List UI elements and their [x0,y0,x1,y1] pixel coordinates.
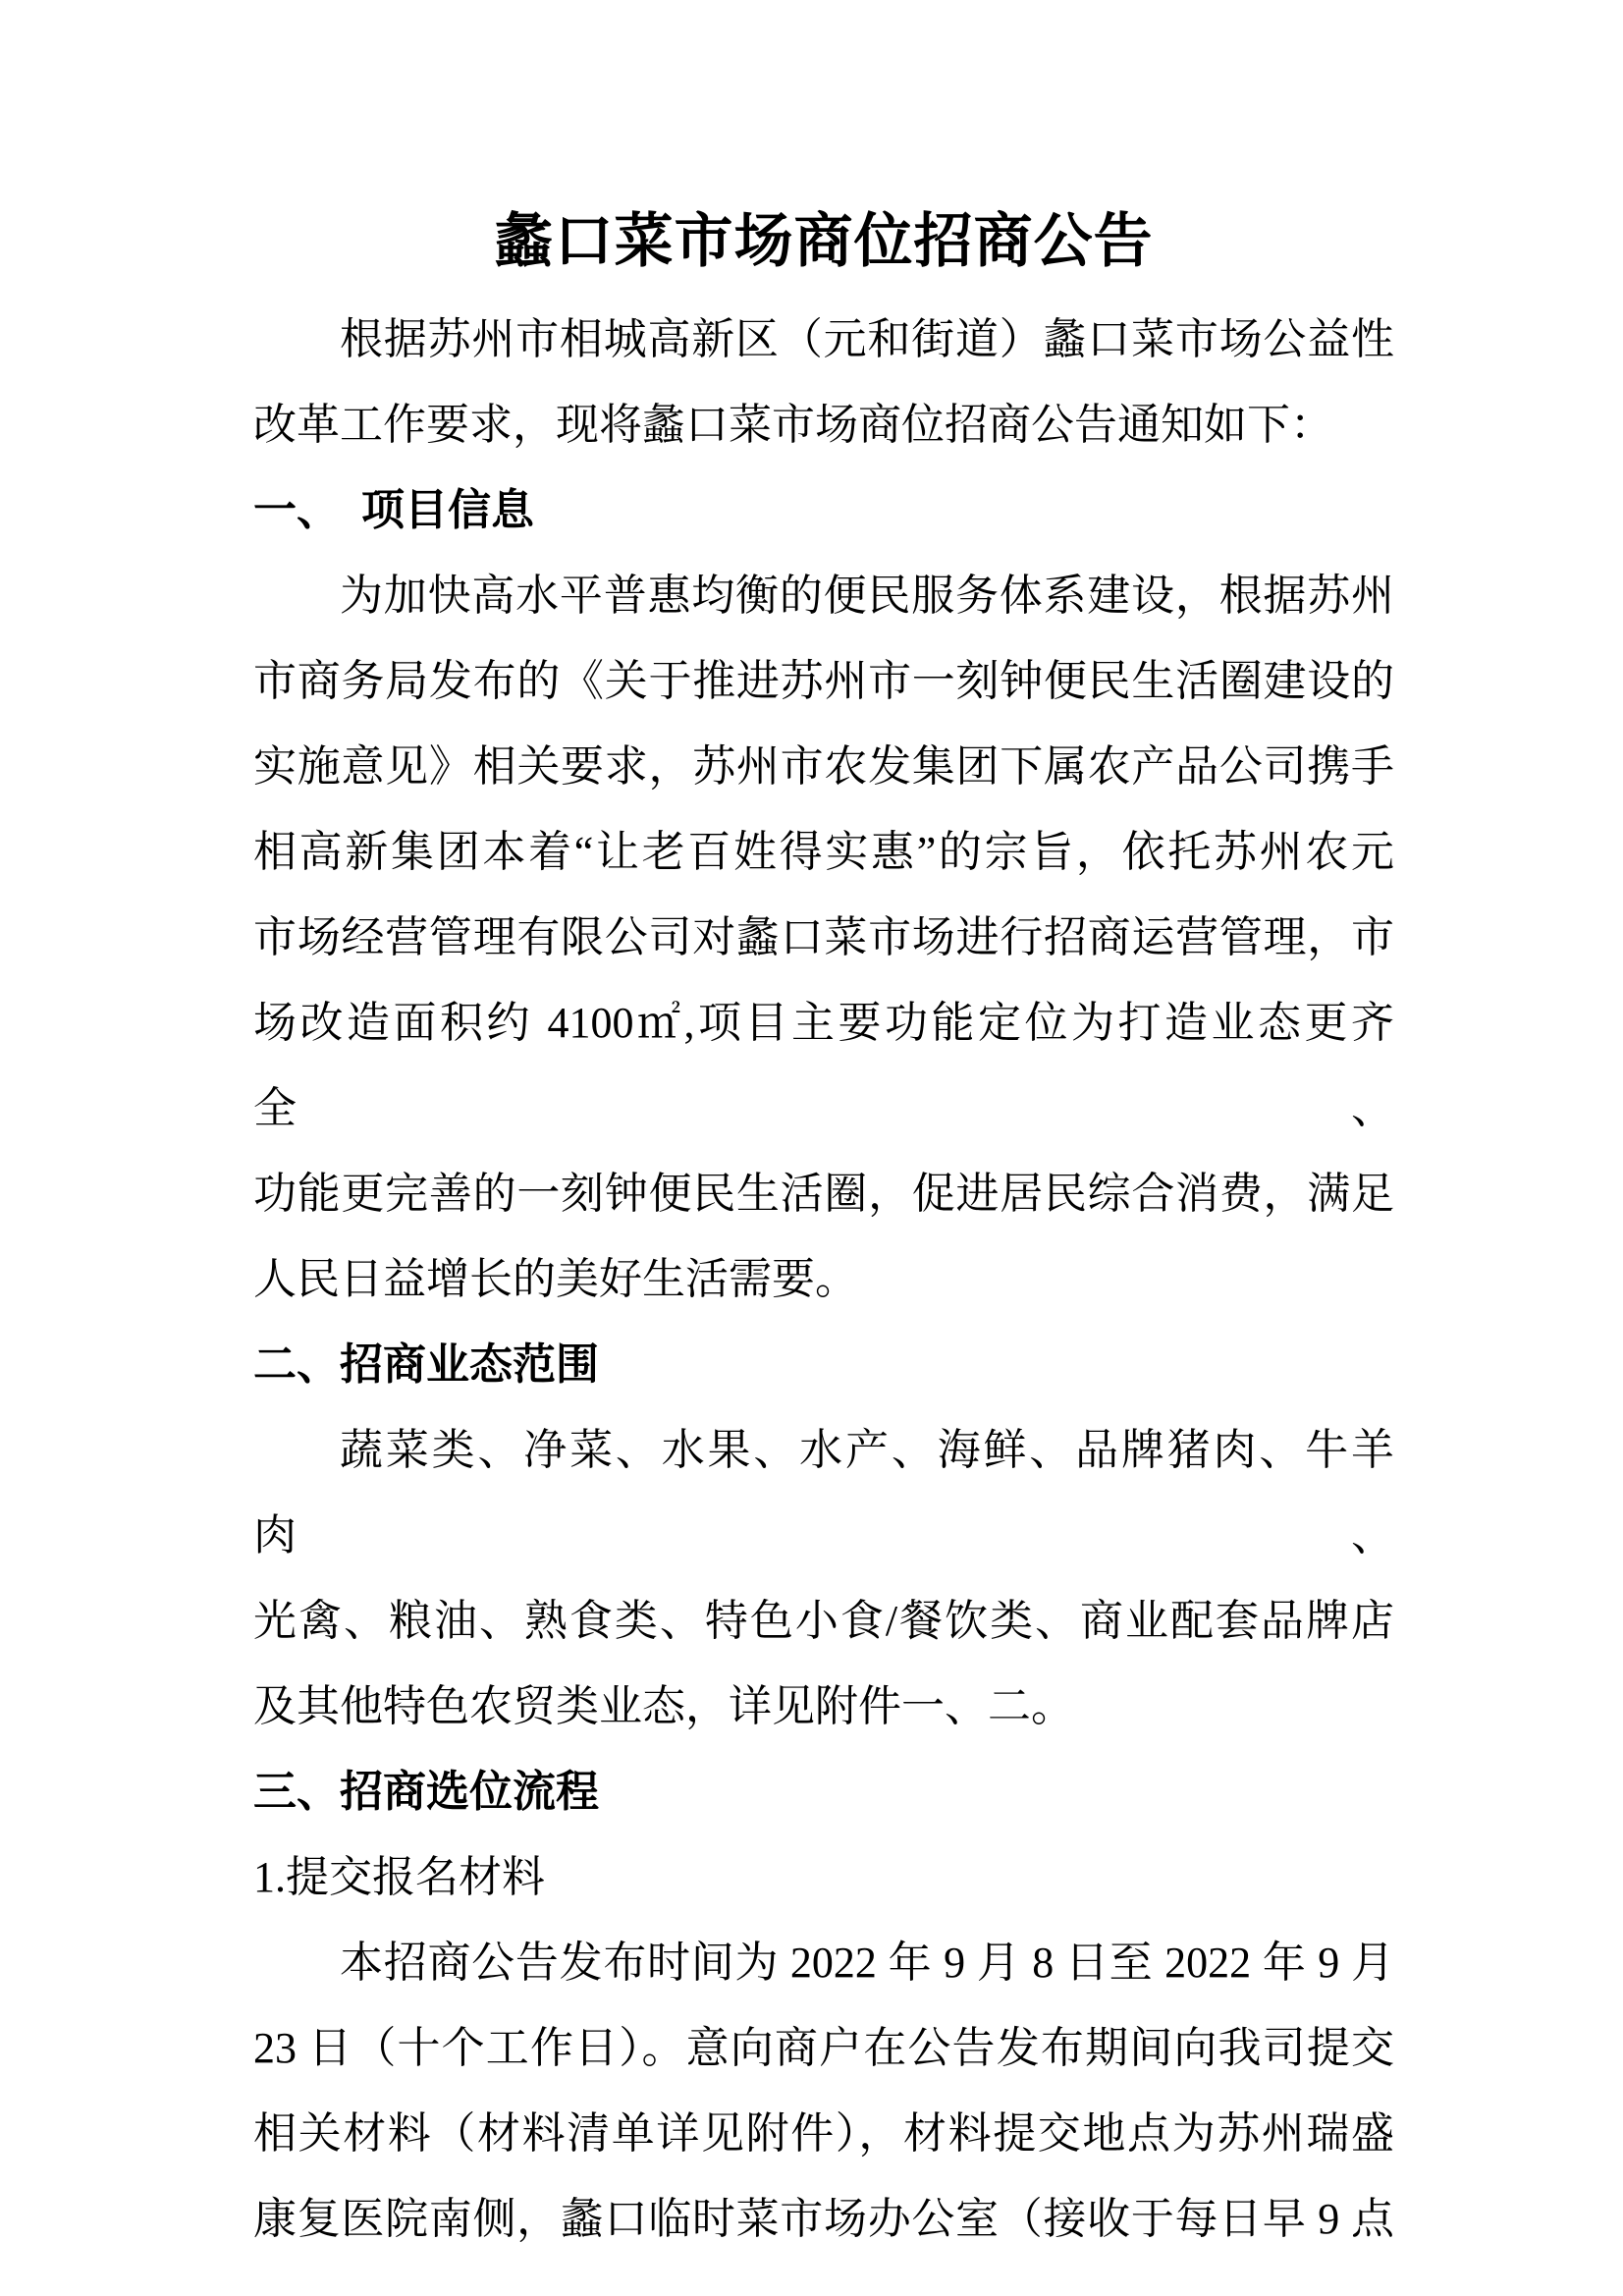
paragraph-scope-line-3: 及其他特色农贸类业态，详见附件一、二。 [253,1682,1074,1730]
paragraph-project-line-7: 功能更完善的一刻钟便民生活圈，促进居民综合消费，满足 [253,1170,1394,1218]
paragraph-project-line-4: 相高新集团本着“让老百姓得实惠”的宗旨，依托苏州农元 [253,828,1394,876]
paragraph-scope-line-1: 蔬菜类、净菜、水果、水产、海鲜、品牌猪肉、牛羊肉、 [253,1426,1394,1559]
section-heading-3: 三、招商选位流程 [253,1768,599,1816]
paragraph-apply-line-4: 康复医院南侧，蠡口临时菜市场办公室（接收于每日早 9 点 [253,2195,1394,2243]
section-heading-2: 二、招商业态范围 [253,1340,599,1389]
document-title: 蠡口菜市场商位招商公告 [494,209,1154,274]
paragraph-project-line-6: 场改造面积约 4100㎡,项目主要功能定位为打造业态更齐全、 [253,999,1394,1132]
paragraph-intro-line-1: 根据苏州市相城高新区（元和街道）蠡口菜市场公益性 [340,315,1394,363]
paragraph-project-line-5: 市场经营管理有限公司对蠡口菜市场进行招商运营管理，市 [253,913,1394,961]
section-heading-1: 一、 项目信息 [253,486,534,534]
document-body [253,196,1394,2262]
paragraph-intro-line-2: 改革工作要求，现将蠡口菜市场商位招商公告通知如下： [253,401,1333,449]
paragraph-project-line-3: 实施意见》相关要求，苏州市农发集团下属农产品公司携手 [253,742,1394,791]
paragraph-scope-line-2: 光禽、粮油、熟食类、特色小食/餐饮类、商业配套品牌店 [253,1597,1394,1645]
paragraph-project-line-8: 人民日益增长的美好生活需要。 [253,1255,858,1303]
paragraph-project-line-2: 市商务局发布的《关于推进苏州市一刻钟便民生活圈建设的 [253,657,1394,705]
paragraph-project-line-1: 为加快高水平普惠均衡的便民服务体系建设，根据苏州 [340,572,1394,620]
paragraph-apply-line-3: 相关材料（材料清单详见附件），材料提交地点为苏州瑞盛 [253,2109,1394,2158]
paragraph-apply-line-2: 23 日（十个工作日）。意向商户在公告发布期间向我司提交 [253,2024,1394,2072]
subitem-1-heading: 1.提交报名材料 [253,1853,545,1901]
paragraph-apply-line-1: 本招商公告发布时间为 2022 年 9 月 8 日至 2022 年 9 月 [340,1939,1394,1987]
